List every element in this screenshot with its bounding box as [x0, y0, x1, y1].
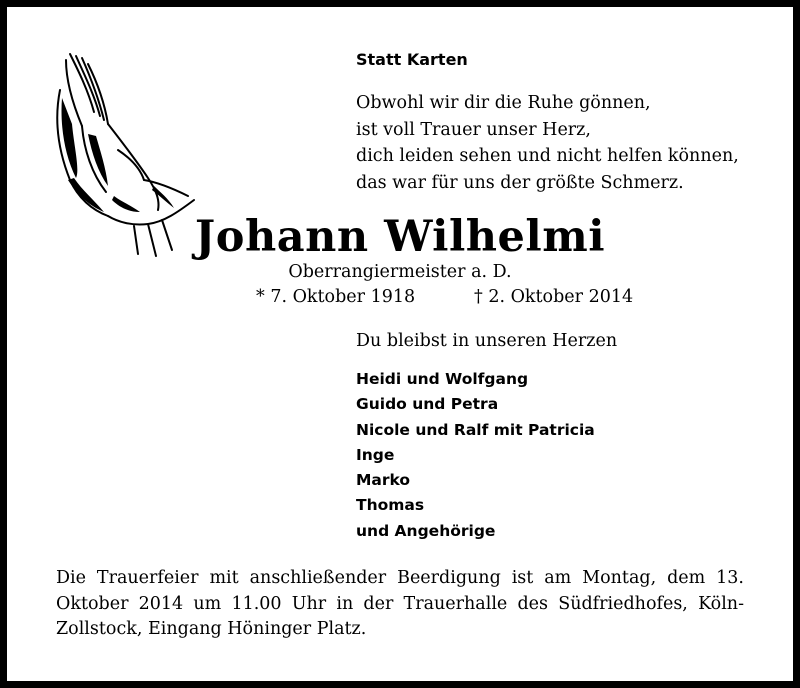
mourner-entry: Nicole und Ralf mit Patricia	[356, 420, 595, 439]
poem-line: das war für uns der größte Schmerz.	[356, 172, 684, 193]
funeral-notice: Die Trauerfeier mit anschließender Beerdigung ist am Montag, dem 13. Oktober 2014 um 11.00 Uhr in der Trauerhalle des Südfriedhofes, Köln-Zollstock, Eingang Höninger Platz.	[56, 568, 744, 639]
birth-date: * 7. Oktober 1918	[256, 287, 416, 307]
poem-line: dich leiden sehen und nicht helfen können,	[356, 146, 739, 166]
poem	[356, 90, 739, 196]
death-date: † 2. Oktober 2014	[474, 287, 634, 307]
deceased-title: Oberrangiermeister a. D.	[288, 262, 512, 282]
poem-line: Obwohl wir dir die Ruhe gönnen,	[356, 93, 651, 113]
mourner-entry: Marko	[356, 471, 411, 490]
mourners-list	[356, 367, 595, 544]
poem-line: ist voll Trauer unser Herz,	[356, 119, 591, 140]
mourner-entry: Thomas	[356, 496, 425, 515]
statt-karten-heading: Statt Karten	[356, 50, 468, 69]
mourner-entry: Inge	[356, 445, 395, 464]
deceased-name: Johann Wilhelmi	[194, 212, 606, 262]
mourner-entry: und Angehörige	[356, 521, 496, 540]
remembrance-line: Du bleibst in unseren Herzen	[356, 331, 618, 351]
mourner-entry: Guido und Petra	[356, 395, 499, 414]
mourner-entry: Heidi und Wolfgang	[356, 370, 529, 388]
